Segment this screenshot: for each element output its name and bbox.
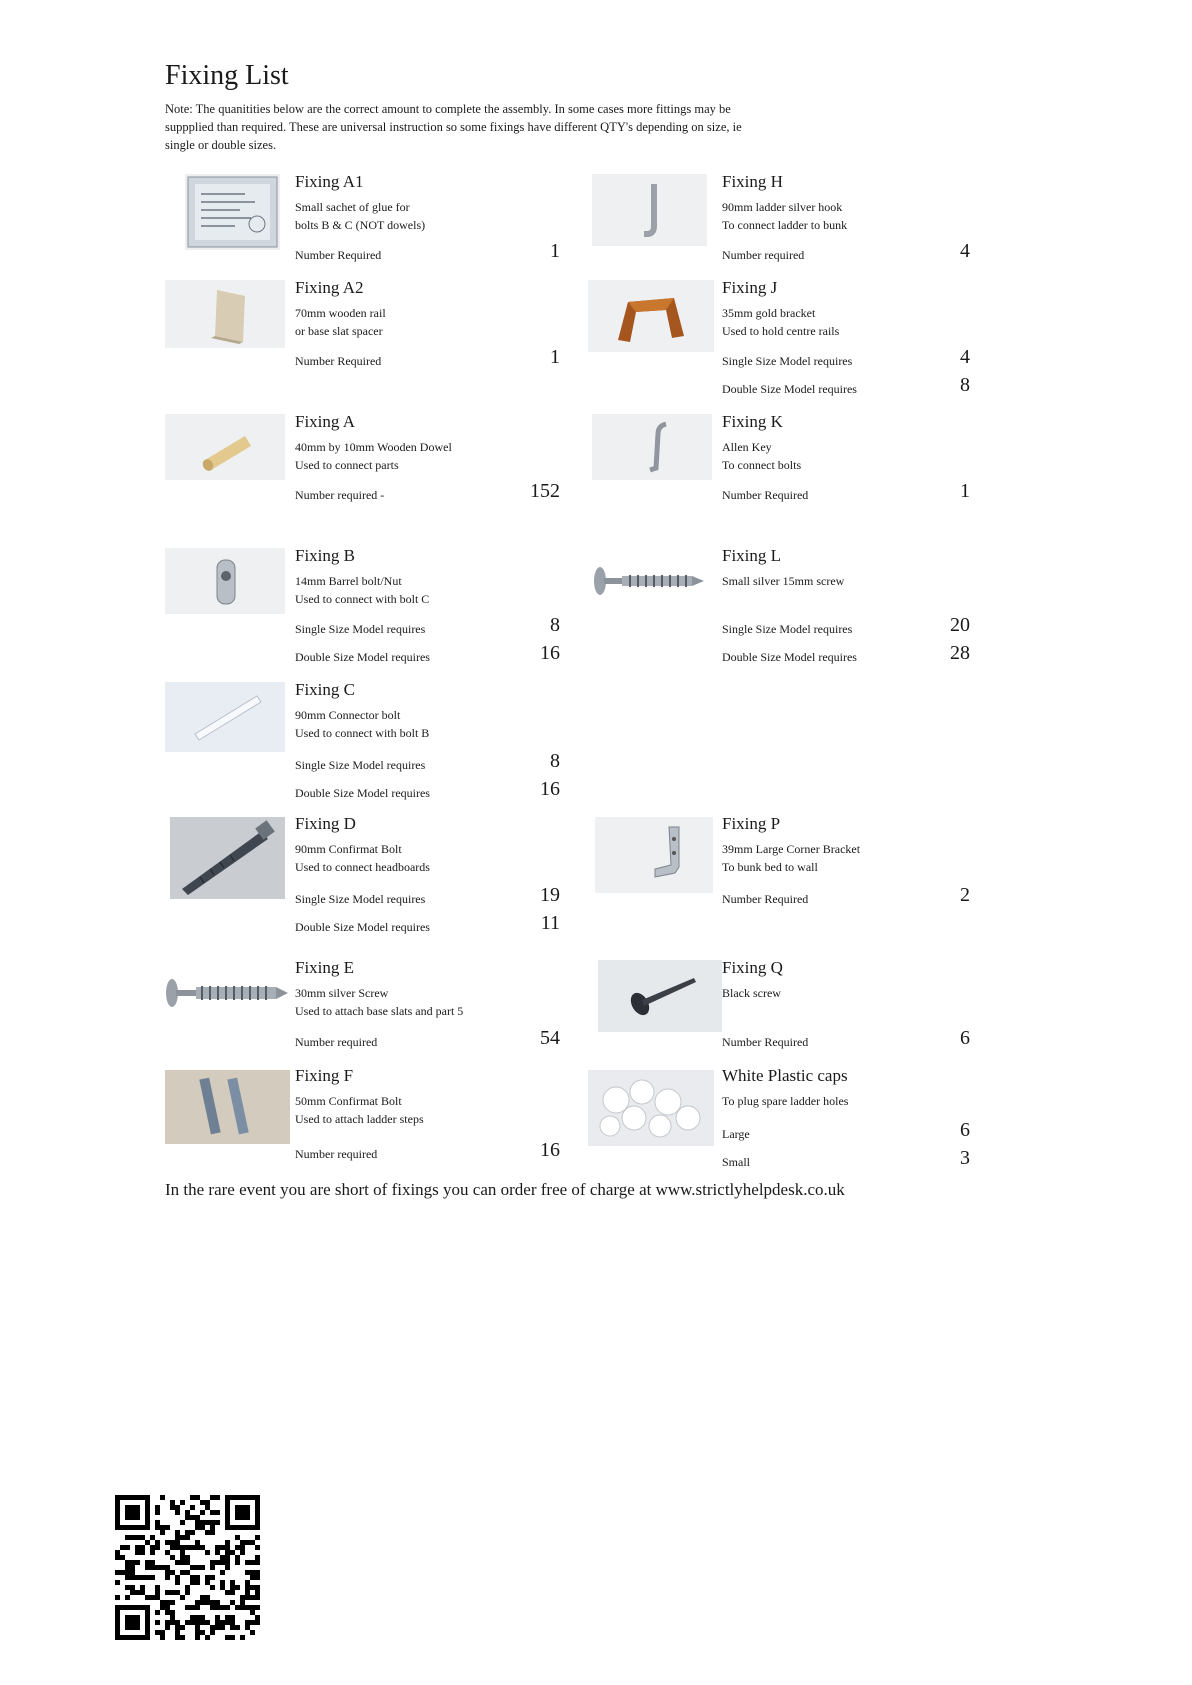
quantity-label: Single Size Model requires xyxy=(722,354,853,368)
fixing-description: Used to connect parts xyxy=(295,458,399,472)
quantity-label: Small xyxy=(722,1155,751,1169)
fixing-name: White Plastic caps xyxy=(722,1066,848,1085)
fixing-name: Fixing F xyxy=(295,1066,354,1085)
fixing-name: Fixing K xyxy=(722,412,783,431)
quantity-value: 28 xyxy=(950,642,970,664)
quantity-label: Single Size Model requires xyxy=(295,758,426,772)
fixing-description: Allen Key xyxy=(722,440,772,454)
fixing-name: Fixing L xyxy=(722,546,782,565)
quantity-label: Double Size Model requires xyxy=(722,382,857,396)
quantity-value: 16 xyxy=(540,778,560,800)
silver-screw-icon xyxy=(162,960,290,1026)
fixing-name: Fixing A2 xyxy=(295,278,364,297)
fixing-description: 90mm Confirmat Bolt xyxy=(295,842,402,856)
assembly-note: Note: The quanitities below are the correct amount to complete the assembly. In some cases more fittings may be suppplied than required. These are universal instruction so some fixings have different QTY's depending on size, ie single or double sizes. xyxy=(165,102,742,152)
quantity-value: 19 xyxy=(540,884,560,906)
quantity-value: 11 xyxy=(540,912,560,934)
quantity-label: Number Required xyxy=(722,488,809,502)
glue-sachet-icon xyxy=(185,174,280,250)
fixing-description: 90mm Connector bolt xyxy=(295,708,401,722)
fixing-description: To bunk bed to wall xyxy=(722,860,818,874)
ladder-hook-icon xyxy=(592,174,707,246)
fixing-description: 40mm by 10mm Wooden Dowel xyxy=(295,440,452,454)
quantity-label: Double Size Model requires xyxy=(295,920,430,934)
fixing-name: Fixing B xyxy=(295,546,355,565)
quantity-value: 1 xyxy=(550,240,560,262)
quantity-value: 152 xyxy=(530,480,560,502)
corner-bracket-icon xyxy=(595,817,713,893)
quantity-label: Number required xyxy=(295,1035,378,1049)
quantity-value: 6 xyxy=(960,1027,970,1049)
fixing-description: Small silver 15mm screw xyxy=(722,574,845,588)
fixing-name: Fixing A xyxy=(295,412,355,431)
quantity-label: Number Required xyxy=(295,354,382,368)
quantity-label: Single Size Model requires xyxy=(722,622,853,636)
quantity-label: Number required xyxy=(295,1147,378,1161)
quantity-value: 3 xyxy=(960,1147,970,1169)
quantity-value: 16 xyxy=(540,642,560,664)
fixing-name: Fixing E xyxy=(295,958,355,977)
fixing-description: Used to attach ladder steps xyxy=(295,1112,424,1126)
quantity-label: Number Required xyxy=(295,248,382,262)
fixing-description: Black screw xyxy=(722,986,781,1000)
footer-help-text: In the rare event you are short of fixings you can order free of charge at www.strictlyhelpdesk.co.uk xyxy=(165,1180,845,1199)
quantity-value: 20 xyxy=(950,614,970,636)
quantity-label: Large xyxy=(722,1127,750,1141)
fixing-description: or base slat spacer xyxy=(295,324,383,338)
quantity-label: Double Size Model requires xyxy=(295,786,430,800)
short-confirmat-bolt-icon xyxy=(165,1070,290,1144)
fixing-name: Fixing H xyxy=(722,172,783,191)
fixing-name: Fixing D xyxy=(295,814,356,833)
fixing-description: To connect bolts xyxy=(722,458,802,472)
quantity-value: 4 xyxy=(960,240,970,262)
quantity-value: 1 xyxy=(960,480,970,502)
page-title: Fixing List xyxy=(165,60,289,91)
quantity-value: 8 xyxy=(550,750,560,772)
quantity-value: 4 xyxy=(960,346,970,368)
quantity-value: 2 xyxy=(960,884,970,906)
quantity-label: Number Required xyxy=(722,1035,809,1049)
quantity-value: 8 xyxy=(550,614,560,636)
fixing-description: 50mm Confirmat Bolt xyxy=(295,1094,402,1108)
fixing-description: 90mm ladder silver hook xyxy=(722,200,843,214)
quantity-value: 1 xyxy=(550,346,560,368)
plastic-caps-icon xyxy=(588,1070,714,1146)
barrel-nut-icon xyxy=(165,548,285,614)
fixing-name: Fixing A1 xyxy=(295,172,364,191)
quantity-label: Double Size Model requires xyxy=(295,650,430,664)
quantity-value: 8 xyxy=(960,374,970,396)
black-screw-icon xyxy=(598,960,722,1032)
quantity-value: 54 xyxy=(540,1027,560,1049)
quantity-value: 16 xyxy=(540,1139,560,1161)
fixing-name: Fixing Q xyxy=(722,958,783,977)
fixing-description: To plug spare ladder holes xyxy=(722,1094,849,1108)
quantity-label: Single Size Model requires xyxy=(295,622,426,636)
quantity-label: Double Size Model requires xyxy=(722,650,857,664)
fixing-description: Small sachet of glue for xyxy=(295,200,410,214)
quantity-label: Single Size Model requires xyxy=(295,892,426,906)
fixing-description: 14mm Barrel bolt/Nut xyxy=(295,574,402,588)
fixing-description: Used to connect with bolt C xyxy=(295,592,430,606)
fixing-description: Used to hold centre rails xyxy=(722,324,840,338)
gold-bracket-icon xyxy=(588,280,714,352)
fixing-description: 35mm gold bracket xyxy=(722,306,816,320)
fixing-name: Fixing J xyxy=(722,278,778,297)
connector-bolt-icon xyxy=(165,682,285,752)
confirmat-bolt-icon xyxy=(170,817,285,899)
fixing-description: 30mm silver Screw xyxy=(295,986,389,1000)
allen-key-icon xyxy=(592,414,712,480)
quantity-label: Number required - xyxy=(295,488,385,502)
fixing-description: Used to connect with bolt B xyxy=(295,726,430,740)
fixing-name: Fixing C xyxy=(295,680,355,699)
wooden-spacer-icon xyxy=(165,280,285,348)
fixing-description: 70mm wooden rail xyxy=(295,306,386,320)
fixing-description: To connect ladder to bunk xyxy=(722,218,848,232)
quantity-label: Number required xyxy=(722,248,805,262)
quantity-value: 6 xyxy=(960,1119,970,1141)
fixing-description: Used to attach base slats and part 5 xyxy=(295,1004,464,1018)
qr-code-icon xyxy=(115,1495,260,1640)
small-screw-icon xyxy=(592,548,712,614)
fixing-description: Used to connect headboards xyxy=(295,860,430,874)
fixing-name: Fixing P xyxy=(722,814,781,833)
fixing-description: 39mm Large Corner Bracket xyxy=(722,842,861,856)
quantity-label: Number Required xyxy=(722,892,809,906)
fixing-description: bolts B & C (NOT dowels) xyxy=(295,218,426,232)
wooden-dowel-icon xyxy=(165,414,285,480)
